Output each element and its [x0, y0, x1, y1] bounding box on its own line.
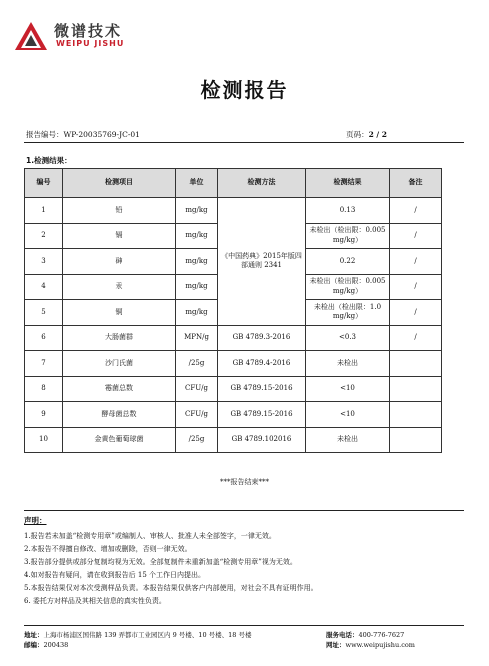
cell-unit: mg/kg [176, 300, 218, 326]
declaration-title: 声明： [24, 516, 47, 525]
cell-unit: mg/kg [176, 223, 218, 249]
declaration-item: 2.本报告不得擅自修改、增加或删除，否则一律无效。 [24, 545, 192, 553]
cell-unit: CFU/g [176, 376, 218, 402]
footer-contact [24, 630, 251, 650]
company-logo [14, 20, 144, 52]
header-cell: 检测方法 [218, 169, 306, 198]
cell-no: 4 [25, 274, 63, 300]
declaration-item: 4.如对报告有疑问，请在收到报告后 15 个工作日内提出。 [24, 571, 206, 579]
zip-value: 200438 [43, 641, 69, 649]
report-title: 检测报告 [200, 78, 289, 102]
declaration-item: 5.本报告结果仅对本次受测样品负责。本报告结果仅供客户内部使用，对社会不具有证明作用。 [24, 584, 318, 592]
cell-note: / [390, 274, 442, 300]
cell-note [390, 427, 442, 453]
cell-unit: MPN/g [176, 325, 218, 351]
page-label: 页码： [346, 130, 369, 139]
page-indicator [346, 129, 387, 140]
cell-no: 10 [25, 427, 63, 453]
cell-item: 沙门氏菌 [63, 351, 176, 377]
cell-note: / [390, 198, 442, 224]
declaration-divider [24, 510, 464, 511]
cell-result: <0.3 [306, 325, 390, 351]
cell-result: 未检出 [306, 351, 390, 377]
cell-note [390, 376, 442, 402]
cell-result: <10 [306, 376, 390, 402]
report-number [26, 129, 140, 140]
cell-note: / [390, 223, 442, 249]
cell-no: 2 [25, 223, 63, 249]
cell-no: 6 [25, 325, 63, 351]
report-number-label: 报告编号： [26, 130, 64, 139]
cell-unit: mg/kg [176, 274, 218, 300]
cell-result: 未检出（检出限：1.0 mg/kg） [306, 300, 390, 326]
cell-unit: /25g [176, 351, 218, 377]
logo-mark-icon [14, 21, 48, 51]
header-divider [24, 142, 464, 143]
cell-item: 酵母菌总数 [63, 402, 176, 428]
cell-note: / [390, 325, 442, 351]
declaration-list [24, 530, 318, 608]
cell-item: 金黄色葡萄球菌 [63, 427, 176, 453]
header-cell: 备注 [390, 169, 442, 198]
footer-address [24, 630, 251, 640]
site-label: 网址： [326, 641, 346, 649]
cell-note [390, 351, 442, 377]
table-row [25, 351, 442, 377]
cell-method: GB 4789.15-2016 [218, 402, 306, 428]
cell-result: 0.22 [306, 249, 390, 275]
phone-value: 400-776-7627 [358, 631, 405, 639]
address-label: 地址： [24, 631, 44, 639]
report-number-value: WP-20035769-JC-01 [63, 130, 140, 139]
cell-unit: mg/kg [176, 198, 218, 224]
cell-item: 砷 [63, 249, 176, 275]
table-row [25, 376, 442, 402]
header-cell: 检测结果 [306, 169, 390, 198]
cell-item: 铅 [63, 198, 176, 224]
table-row [25, 402, 442, 428]
declaration-item: 1.报告若未加盖“检测专用章”或编制人、审核人、批准人未全部签字，一律无效。 [24, 532, 276, 540]
footer-site [326, 640, 415, 650]
cell-no: 7 [25, 351, 63, 377]
cell-method: GB 4789.4-2016 [218, 351, 306, 377]
section-title: 1.检测结果： [26, 156, 72, 165]
header-cell: 检测项目 [63, 169, 176, 198]
address-value: 上海市杨浦区国伟路 139 弄都市工业园区内 9 号楼、10 号楼、18 号楼 [43, 631, 252, 639]
declaration-item: 3.报告部分提供或部分复制均视为无效。全部复制件未重新加盖“检测专用章”视为无效。 [24, 558, 297, 566]
cell-method-merged: 《中国药典》2015年版四部通则 2341 [218, 198, 306, 326]
footer-phone [326, 630, 415, 640]
cell-no: 9 [25, 402, 63, 428]
cell-no: 3 [25, 249, 63, 275]
cell-item: 霉菌总数 [63, 376, 176, 402]
footer-zip [24, 640, 251, 650]
table-row [25, 325, 442, 351]
cell-item: 镉 [63, 223, 176, 249]
cell-result: 未检出 [306, 427, 390, 453]
cell-result: <10 [306, 402, 390, 428]
table-row [25, 427, 442, 453]
declaration-item: 6. 委托方对样品及其相关信息的真实性负责。 [24, 597, 166, 605]
cell-note: / [390, 249, 442, 275]
cell-note: / [390, 300, 442, 326]
cell-result: 未检出（检出限：0.005 mg/kg） [306, 223, 390, 249]
report-end-note: ***报告结束*** [220, 478, 269, 486]
footer-divider [24, 625, 464, 626]
cell-no: 1 [25, 198, 63, 224]
cell-item: 铜 [63, 300, 176, 326]
cell-unit: mg/kg [176, 249, 218, 275]
cell-method: GB 4789.102016 [218, 427, 306, 453]
cell-no: 5 [25, 300, 63, 326]
results-table [24, 168, 442, 453]
table-header-row [25, 169, 442, 198]
cell-unit: CFU/g [176, 402, 218, 428]
cell-result: 未检出（检出限：0.005 mg/kg） [306, 274, 390, 300]
cell-note [390, 402, 442, 428]
header-cell: 编号 [25, 169, 63, 198]
cell-no: 8 [25, 376, 63, 402]
table-row [25, 198, 442, 224]
cell-result: 0.13 [306, 198, 390, 224]
cell-unit: /25g [176, 427, 218, 453]
page-value: 2 / 2 [368, 130, 387, 139]
cell-item: 大肠菌群 [63, 325, 176, 351]
cell-method: GB 4789.15-2016 [218, 376, 306, 402]
site-link[interactable]: www.weipujishu.com [345, 641, 415, 649]
logo-text-cn: 微谱技术 [54, 22, 123, 40]
logo-text-en: WEIPU JISHU [56, 39, 125, 48]
zip-label: 邮编： [24, 641, 44, 649]
cell-method: GB 4789.3-2016 [218, 325, 306, 351]
header-cell: 单位 [176, 169, 218, 198]
phone-label: 服务电话： [326, 631, 359, 639]
footer-service [326, 630, 415, 650]
cell-item: 汞 [63, 274, 176, 300]
